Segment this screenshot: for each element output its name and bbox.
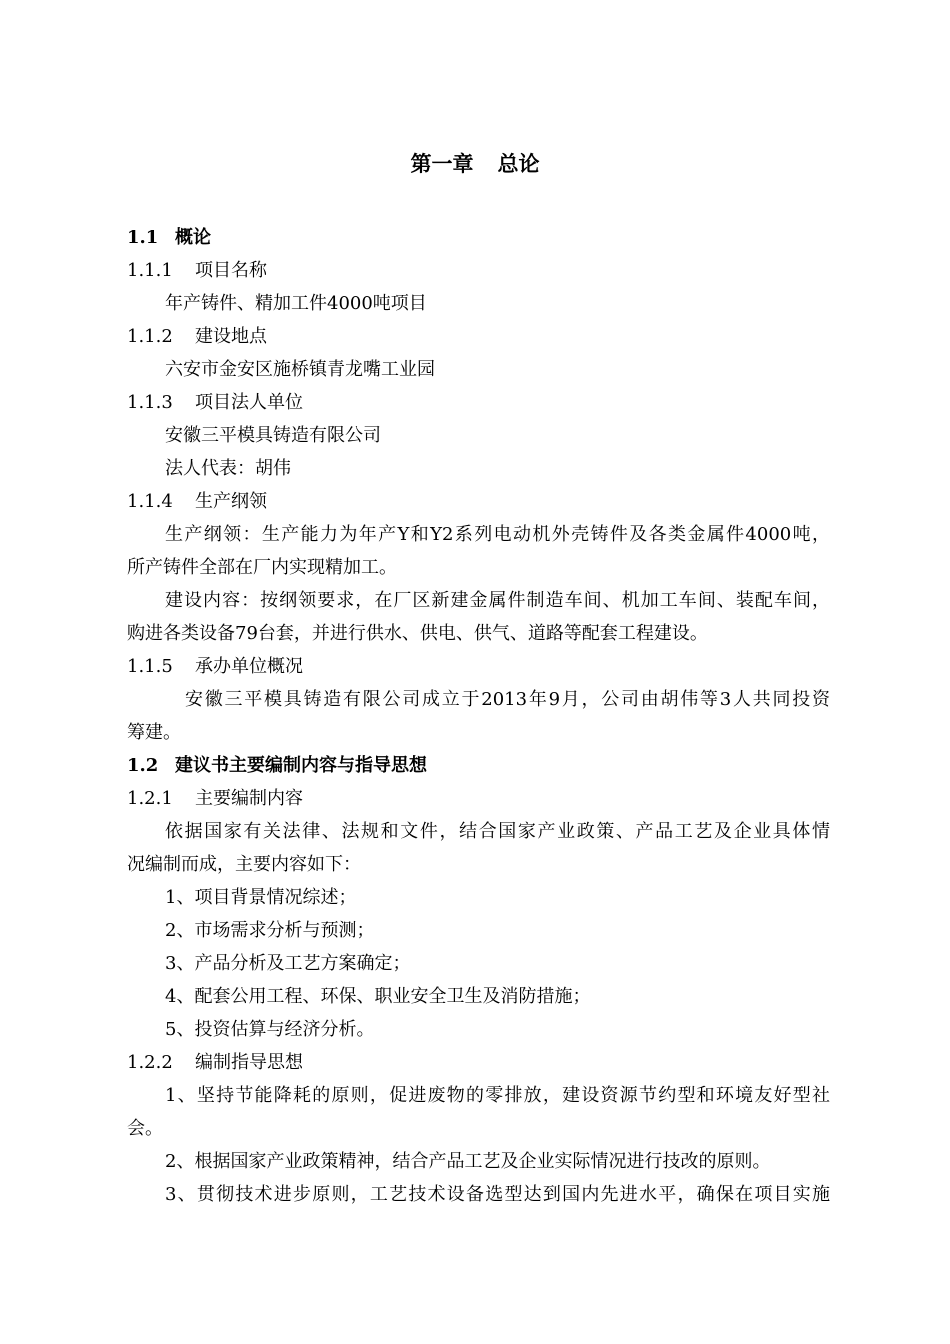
chapter-name: 总论 (497, 151, 540, 176)
chapter-title (0, 148, 950, 180)
subsection-heading-1-1-5 (127, 650, 830, 683)
subsection-title: 建设地点 (195, 326, 267, 347)
paragraph-line: 会。 (127, 1118, 163, 1139)
paragraph-line: 生产纲领：生产能力为年产Y和Y2系列电动机外壳铸件及各类金属件4000吨， (165, 524, 830, 545)
list-item: 5、投资估算与经济分析。 (165, 1019, 375, 1040)
subsection-heading-1-1-4 (127, 485, 830, 518)
subsection-heading-1-1-2 (127, 320, 830, 353)
subsection-title: 项目法人单位 (195, 392, 303, 413)
subsection-title: 主要编制内容 (195, 788, 303, 809)
subsection-title: 项目名称 (195, 260, 267, 281)
list-item: 1、项目背景情况综述； (165, 887, 357, 908)
subsection-number: 1.1.4 (127, 491, 173, 512)
paragraph-line: 购进各类设备79台套，并进行供水、供电、供气、道路等配套工程建设。 (127, 623, 708, 644)
list-item: 3、产品分析及工艺方案确定； (165, 953, 411, 974)
subsection-title: 承办单位概况 (195, 656, 303, 677)
subsection-heading-1-1-3 (127, 386, 830, 419)
paragraph: 法人代表：胡伟 (165, 458, 291, 479)
section-title: 概论 (175, 227, 211, 248)
subsection-heading-1-2-1 (127, 782, 830, 815)
document-body (127, 221, 830, 1211)
section-number: 1.1 (127, 227, 159, 248)
subsection-heading-1-1-1 (127, 254, 830, 287)
paragraph-line: 建设内容：按纲领要求，在厂区新建金属件制造车间、机加工车间、装配车间， (165, 590, 830, 611)
paragraph-line: 所产铸件全部在厂内实现精加工。 (127, 557, 397, 578)
paragraph-line: 安徽三平模具铸造有限公司成立于2013年9月，公司由胡伟等3人共同投资 (185, 689, 830, 710)
paragraph-line: 1、坚持节能降耗的原则，促进废物的零排放，建设资源节约型和环境友好型社 (165, 1085, 830, 1106)
section-heading-1-2 (127, 749, 830, 782)
paragraph-line: 筹建。 (127, 722, 181, 743)
subsection-number: 1.1.5 (127, 656, 173, 677)
paragraph: 年产铸件、精加工件4000吨项目 (165, 293, 427, 314)
section-number: 1.2 (127, 755, 159, 776)
subsection-number: 1.2.1 (127, 788, 173, 809)
subsection-number: 1.2.2 (127, 1052, 173, 1073)
subsection-heading-1-2-2 (127, 1046, 830, 1079)
list-item: 2、市场需求分析与预测； (165, 920, 375, 941)
paragraph-line: 况编制而成，主要内容如下： (127, 854, 361, 875)
list-item: 4、配套公用工程、环保、职业安全卫生及消防措施； (165, 986, 591, 1007)
section-heading-1-1 (127, 221, 830, 254)
subsection-number: 1.1.2 (127, 326, 173, 347)
paragraph-line: 2、根据国家产业政策精神，结合产品工艺及企业实际情况进行技改的原则。 (165, 1151, 771, 1172)
chapter-number: 第一章 (410, 151, 474, 176)
section-title: 建议书主要编制内容与指导思想 (175, 755, 427, 776)
paragraph: 六安市金安区施桥镇青龙嘴工业园 (165, 359, 435, 380)
subsection-number: 1.1.3 (127, 392, 173, 413)
paragraph-line: 3、贯彻技术进步原则，工艺技术设备选型达到国内先进水平，确保在项目实施 (165, 1184, 830, 1205)
subsection-title: 生产纲领 (195, 491, 267, 512)
subsection-number: 1.1.1 (127, 260, 173, 281)
paragraph: 安徽三平模具铸造有限公司 (165, 425, 381, 446)
paragraph-line: 依据国家有关法律、法规和文件，结合国家产业政策、产品工艺及企业具体情 (165, 821, 830, 842)
subsection-title: 编制指导思想 (195, 1052, 303, 1073)
